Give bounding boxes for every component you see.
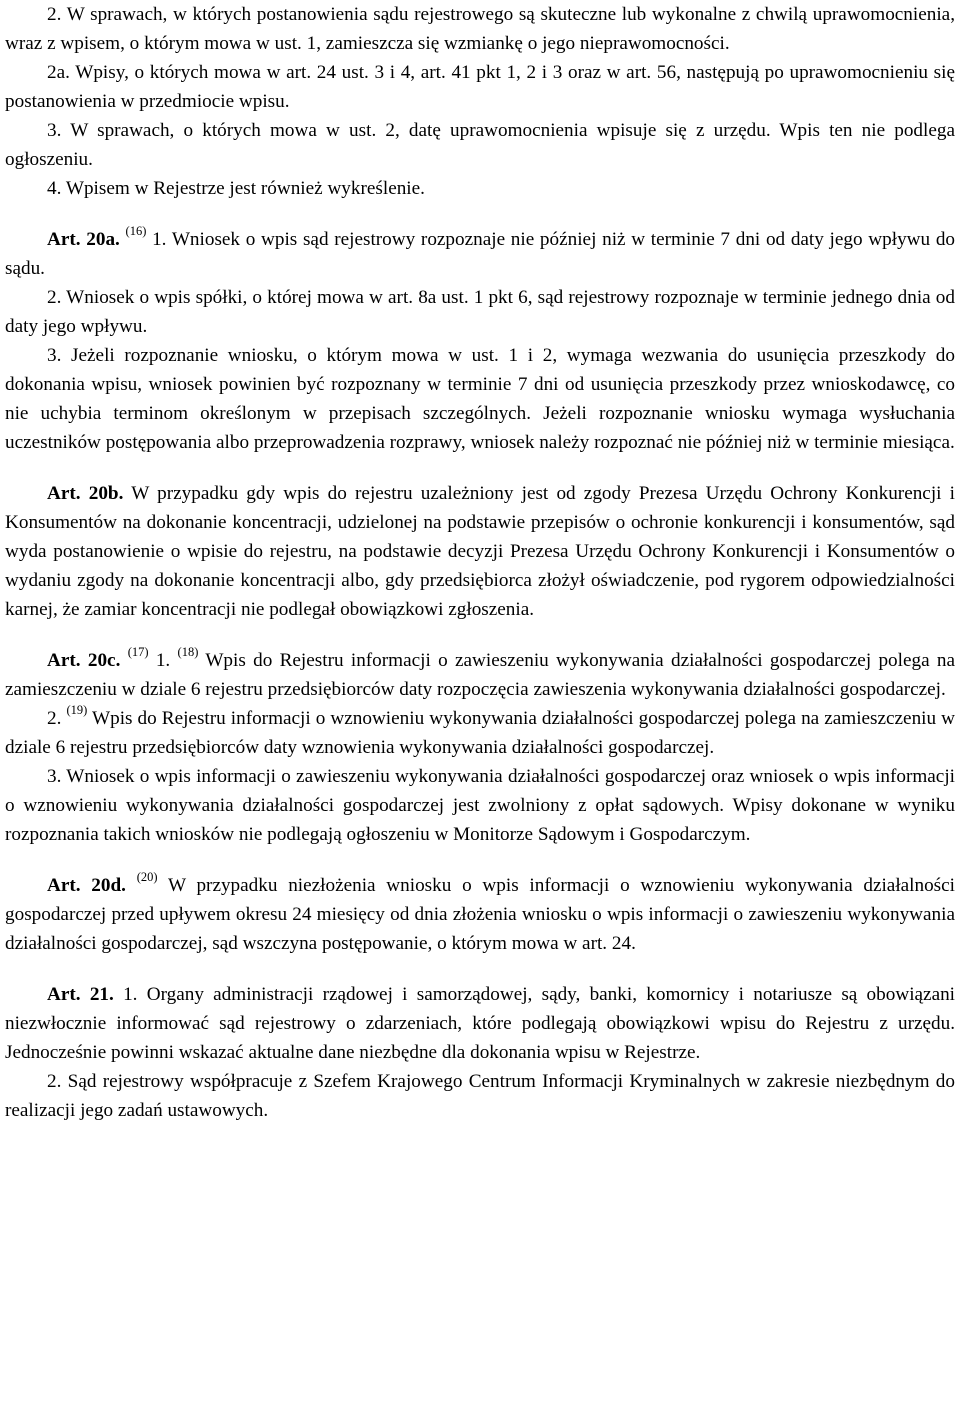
paragraph-art20a-ust3: 3. Jeżeli rozpoznanie wniosku, o którym mowa w ust. 1 i 2, wymaga wezwania do usunięcia przeszkody do dokonania wpisu, wniosek powinien być rozpoznany w terminie 7 dni od usunięcia przeszkody przez wnioskodawcę, co nie uchybia terminom określonym w przepisach szczególnych. Jeżeli rozpoznanie wniosku wymaga wysłuchania uczestników postępowania albo przeprowadzenia rozprawy, wniosek należy rozpoznać nie później niż w terminie miesiąca. — [5, 345, 955, 453]
footnote-ref: (16) — [125, 223, 147, 238]
paragraph-text: 1. Wniosek o wpis sąd rejestrowy rozpoznaje nie później niż w terminie 7 dni od daty jego wpływu do sądu. — [5, 229, 956, 279]
footnote-ref: (17) — [127, 644, 149, 659]
paragraph-text: 1. — [148, 650, 178, 671]
paragraph-art20a-ust1 — [5, 225, 955, 283]
paragraph-art20a-ust2: 2. Wniosek o wpis spółki, o której mowa w art. 8a ust. 1 pkt 6, sąd rejestrowy rozpoznaje w terminie jednego dnia od daty jego wpływu. — [5, 287, 955, 337]
paragraph-text: 1. Organy administracji rządowej i samorządowej, sądy, banki, komornicy i notariusze są obowiązani niezwłocznie informować sąd rejestrowy o zdarzeniach, które podlegają obowiązkowi wpisu do Rejestru z urzędu. Jednocześnie powinni wskazać aktualne dane niezbędne dla dokonania wpisu w Rejestrze. — [5, 984, 956, 1063]
paragraph-art20-ust4: 4. Wpisem w Rejestrze jest również wykreślenie. — [47, 178, 425, 199]
paragraph-art20c-ust1 — [5, 646, 955, 704]
article-heading: Art. 20c. — [47, 650, 121, 671]
document-page — [5, 0, 955, 1125]
footnote-ref: (19) — [66, 702, 88, 717]
paragraph-text: W przypadku gdy wpis do rejestru uzależniony jest od zgody Prezesa Urzędu Ochrony Konkurencji i Konsumentów na dokonanie koncentracji, udzielonej na podstawie przepisów o ochronie konkurencji i konsumentów, sąd wyda postanowienie o wpisie do rejestru, na podstawie decyzji Prezesa Urzędu Ochrony Konkurencji i Konsumentów o wydaniu zgody na dokonanie koncentracji albo, gdy przedsiębiorca złożył oświadczenie, pod rygorem odpowiedzialności karnej, że zamiar koncentracji nie podlegał obowiązkowi zgłoszenia. — [5, 483, 955, 620]
article-heading: Art. 21. — [47, 984, 114, 1005]
paragraph-art20-ust3: 3. W sprawach, o których mowa w ust. 2, datę uprawomocnienia wpisuje się z urzędu. Wpis ten nie podlega ogłoszeniu. — [5, 120, 955, 170]
article-heading: Art. 20d. — [47, 875, 126, 896]
article-heading: Art. 20a. — [47, 229, 120, 250]
paragraph-art20-ust2a: 2a. Wpisy, o których mowa w art. 24 ust. 3 i 4, art. 41 pkt 1, 2 i 3 oraz w art. 56, następują po uprawomocnieniu się postanowienia w przedmiocie wpisu. — [5, 62, 955, 112]
footnote-ref: (18) — [177, 644, 199, 659]
paragraph-art21-ust2: 2. Sąd rejestrowy współpracuje z Szefem Krajowego Centrum Informacji Kryminalnych w zakresie niezbędnym do realizacji jego zadań ustawowych. — [5, 1071, 955, 1121]
paragraph-text: W przypadku niezłożenia wniosku o wpis informacji o wznowieniu wykonywania działalności gospodarczej przed upływem okresu 24 miesięcy od dnia złożenia wniosku o wpis informacji o zawieszeniu wykonywania działalności gospodarczej, sąd wszczyna postępowanie, o którym mowa w art. 24. — [5, 875, 955, 954]
article-heading: Art. 20b. — [47, 483, 124, 504]
paragraph-art20c-ust2 — [5, 704, 955, 762]
paragraph-art20-ust2: 2. W sprawach, w których postanowienia sądu rejestrowego są skuteczne lub wykonalne z chwilą uprawomocnienia, wraz z wpisem, o którym mowa w ust. 1, zamieszcza się wzmiankę o jego nieprawomocności. — [5, 4, 955, 54]
paragraph-number: 2. — [47, 708, 67, 729]
footnote-ref: (20) — [136, 869, 158, 884]
paragraph-art21-ust1 — [5, 980, 955, 1067]
paragraph-art20d — [5, 871, 955, 958]
paragraph-text: Wpis do Rejestru informacji o wznowieniu wykonywania działalności gospodarczej polega na zamieszczeniu w dziale 6 rejestru przedsiębiorców daty wznowienia wykonywania działalności gospodarczej. — [5, 708, 956, 758]
paragraph-art20b — [5, 479, 955, 624]
paragraph-text: Wpis do Rejestru informacji o zawieszeniu wykonywania działalności gospodarczej polega na zamieszczeniu w dziale 6 rejestru przedsiębiorców daty rozpoczęcia zawieszenia wykonywania działalności gospodarczej. — [5, 650, 956, 700]
paragraph-art20c-ust3: 3. Wniosek o wpis informacji o zawieszeniu wykonywania działalności gospodarczej oraz wniosek o wpis informacji o wznowieniu wykonywania działalności gospodarczej jest zwolniony z opłat sądowych. Wpisy dokonane w wyniku rozpoznania takich wniosków nie podlegają ogłoszeniu w Monitorze Sądowym i Gospodarczym. — [5, 766, 955, 845]
